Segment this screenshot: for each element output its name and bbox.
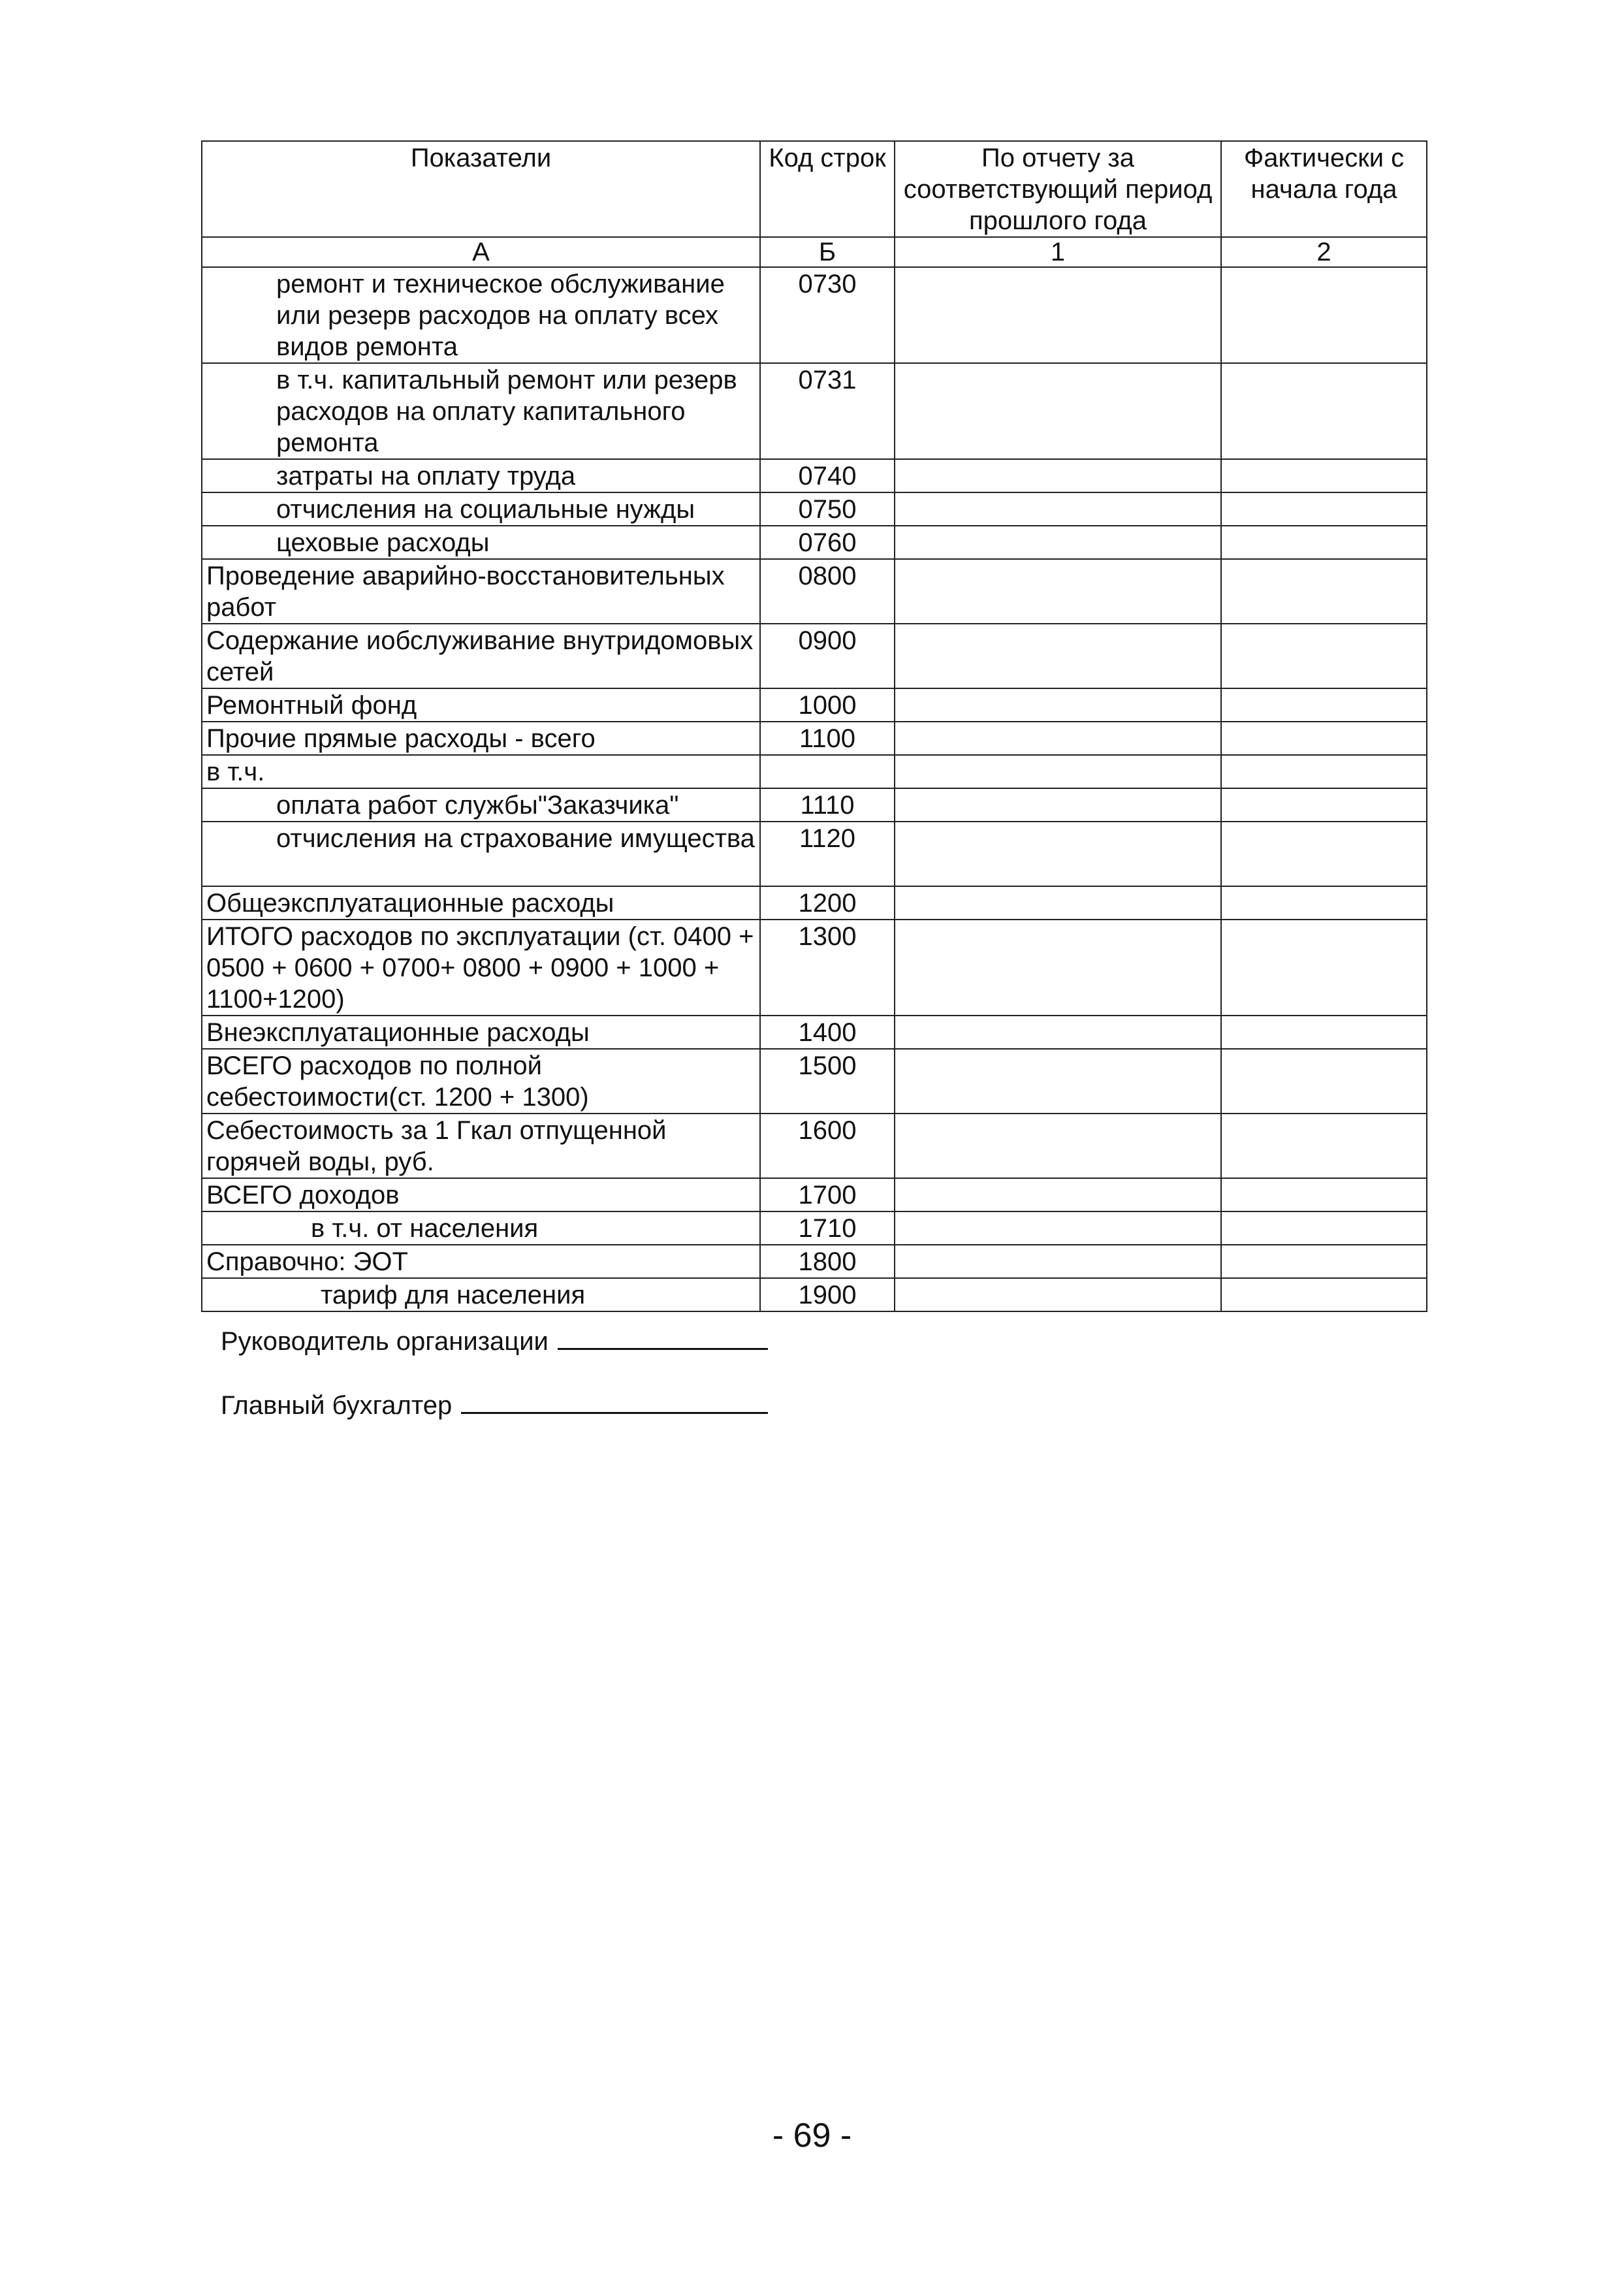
table-row — [202, 822, 1427, 886]
row-prev-value — [895, 822, 1221, 886]
table-row — [202, 624, 1427, 688]
row-current-value — [1221, 788, 1427, 822]
row-label: Общеэксплуатационные расходы — [202, 886, 760, 920]
row-label: ВСЕГО расходов по полной себестоимости(ст. 1200 + 1300) — [202, 1049, 760, 1114]
row-code: 1800 — [760, 1245, 895, 1278]
column-number-1: 1 — [895, 237, 1221, 267]
row-label: Проведение аварийно-восстановительных работ — [202, 559, 760, 624]
row-prev-value — [895, 1211, 1221, 1245]
row-prev-value — [895, 1114, 1221, 1178]
row-current-value — [1221, 886, 1427, 920]
row-label: в т.ч. от населения — [202, 1211, 760, 1245]
row-label: тариф для населения — [202, 1278, 760, 1311]
row-prev-value — [895, 886, 1221, 920]
table-row — [202, 1245, 1427, 1278]
row-current-value — [1221, 459, 1427, 492]
column-letter-b: Б — [760, 237, 895, 267]
row-prev-value — [895, 624, 1221, 688]
row-current-value — [1221, 624, 1427, 688]
table-row — [202, 886, 1427, 920]
director-signature-block — [221, 1326, 768, 1357]
row-prev-value — [895, 755, 1221, 788]
accountant-signature-block — [221, 1390, 768, 1421]
row-code — [760, 755, 895, 788]
row-label: ВСЕГО доходов — [202, 1178, 760, 1211]
row-label: затраты на оплату труда — [202, 459, 760, 492]
accountant-signature-line — [461, 1408, 768, 1414]
row-current-value — [1221, 688, 1427, 722]
row-current-value — [1221, 526, 1427, 559]
row-code: 0731 — [760, 363, 895, 459]
column-number-2: 2 — [1221, 237, 1427, 267]
table-row — [202, 722, 1427, 755]
row-code: 1100 — [760, 722, 895, 755]
table-row — [202, 267, 1427, 363]
header-row — [202, 141, 1427, 237]
row-current-value — [1221, 920, 1427, 1016]
table-row — [202, 688, 1427, 722]
row-current-value — [1221, 1049, 1427, 1114]
table-row — [202, 1114, 1427, 1178]
row-code: 1500 — [760, 1049, 895, 1114]
row-current-value — [1221, 1211, 1427, 1245]
row-prev-value — [895, 559, 1221, 624]
row-current-value — [1221, 1114, 1427, 1178]
header-indicators: Показатели — [202, 141, 760, 237]
row-prev-value — [895, 788, 1221, 822]
row-prev-value — [895, 1245, 1221, 1278]
row-prev-value — [895, 526, 1221, 559]
director-signature-line — [558, 1344, 768, 1350]
row-prev-value — [895, 459, 1221, 492]
row-current-value — [1221, 722, 1427, 755]
row-prev-value — [895, 688, 1221, 722]
table-row — [202, 788, 1427, 822]
table-row — [202, 1211, 1427, 1245]
row-current-value — [1221, 1016, 1427, 1049]
row-prev-value — [895, 1016, 1221, 1049]
row-prev-value — [895, 1178, 1221, 1211]
row-label: Внеэксплуатационные расходы — [202, 1016, 760, 1049]
header-row-code: Код строк — [760, 141, 895, 237]
row-code: 0730 — [760, 267, 895, 363]
report-table — [201, 140, 1427, 1312]
row-label: отчисления на страхование имущества — [202, 822, 760, 886]
row-prev-value — [895, 920, 1221, 1016]
row-label: отчисления на социальные нужды — [202, 492, 760, 526]
row-code: 1400 — [760, 1016, 895, 1049]
row-code: 1110 — [760, 788, 895, 822]
row-current-value — [1221, 1178, 1427, 1211]
row-prev-value — [895, 492, 1221, 526]
row-code: 1000 — [760, 688, 895, 722]
accountant-signature-label: Главный бухгалтер — [221, 1391, 453, 1420]
row-label: Справочно: ЭОТ — [202, 1245, 760, 1278]
table-row — [202, 1178, 1427, 1211]
row-label: ИТОГО расходов по эксплуатации (ст. 0400 + 0500 + 0600 + 0700+ 0800 + 0900 + 1000 + 1100+1200) — [202, 920, 760, 1016]
row-code: 1600 — [760, 1114, 895, 1178]
header-since-year-start: Фактически с начала года — [1221, 141, 1427, 237]
row-current-value — [1221, 755, 1427, 788]
row-label: Себестоимость за 1 Гкал отпущенной горячей воды, руб. — [202, 1114, 760, 1178]
row-current-value — [1221, 1278, 1427, 1311]
row-code: 0750 — [760, 492, 895, 526]
header-previous-period: По отчету за соответствующий период прошлого года — [895, 141, 1221, 237]
table-row — [202, 920, 1427, 1016]
row-label: Ремонтный фонд — [202, 688, 760, 722]
row-label: оплата работ службы"Заказчика" — [202, 788, 760, 822]
table-row — [202, 1016, 1427, 1049]
row-code: 1710 — [760, 1211, 895, 1245]
director-signature-label: Руководитель организации — [221, 1327, 549, 1356]
row-current-value — [1221, 822, 1427, 886]
row-prev-value — [895, 722, 1221, 755]
row-prev-value — [895, 363, 1221, 459]
table-row — [202, 526, 1427, 559]
row-current-value — [1221, 267, 1427, 363]
row-code: 1300 — [760, 920, 895, 1016]
table-row — [202, 363, 1427, 459]
row-label: в т.ч. капитальный ремонт или резерв расходов на оплату капитального ремонта — [202, 363, 760, 459]
row-prev-value — [895, 1278, 1221, 1311]
row-label: ремонт и техническое обслуживание или резерв расходов на оплату всех видов ремонта — [202, 267, 760, 363]
row-code: 0740 — [760, 459, 895, 492]
row-code: 0900 — [760, 624, 895, 688]
row-label: Прочие прямые расходы - всего — [202, 722, 760, 755]
row-current-value — [1221, 492, 1427, 526]
row-label: в т.ч. — [202, 755, 760, 788]
row-code: 0800 — [760, 559, 895, 624]
row-code: 1200 — [760, 886, 895, 920]
row-code: 1700 — [760, 1178, 895, 1211]
table-row — [202, 492, 1427, 526]
column-letters-row — [202, 237, 1427, 267]
table-row — [202, 755, 1427, 788]
row-current-value — [1221, 363, 1427, 459]
row-code: 1900 — [760, 1278, 895, 1311]
table-row — [202, 459, 1427, 492]
row-current-value — [1221, 559, 1427, 624]
column-letter-a: А — [202, 237, 760, 267]
row-prev-value — [895, 267, 1221, 363]
page-number: - 69 - — [772, 2117, 852, 2155]
table-row — [202, 1278, 1427, 1311]
row-prev-value — [895, 1049, 1221, 1114]
table-row — [202, 1049, 1427, 1114]
row-current-value — [1221, 1245, 1427, 1278]
row-code: 0760 — [760, 526, 895, 559]
row-label: цеховые расходы — [202, 526, 760, 559]
row-label: Содержание иобслуживание внутридомовых сетей — [202, 624, 760, 688]
row-code: 1120 — [760, 822, 895, 886]
table-row — [202, 559, 1427, 624]
